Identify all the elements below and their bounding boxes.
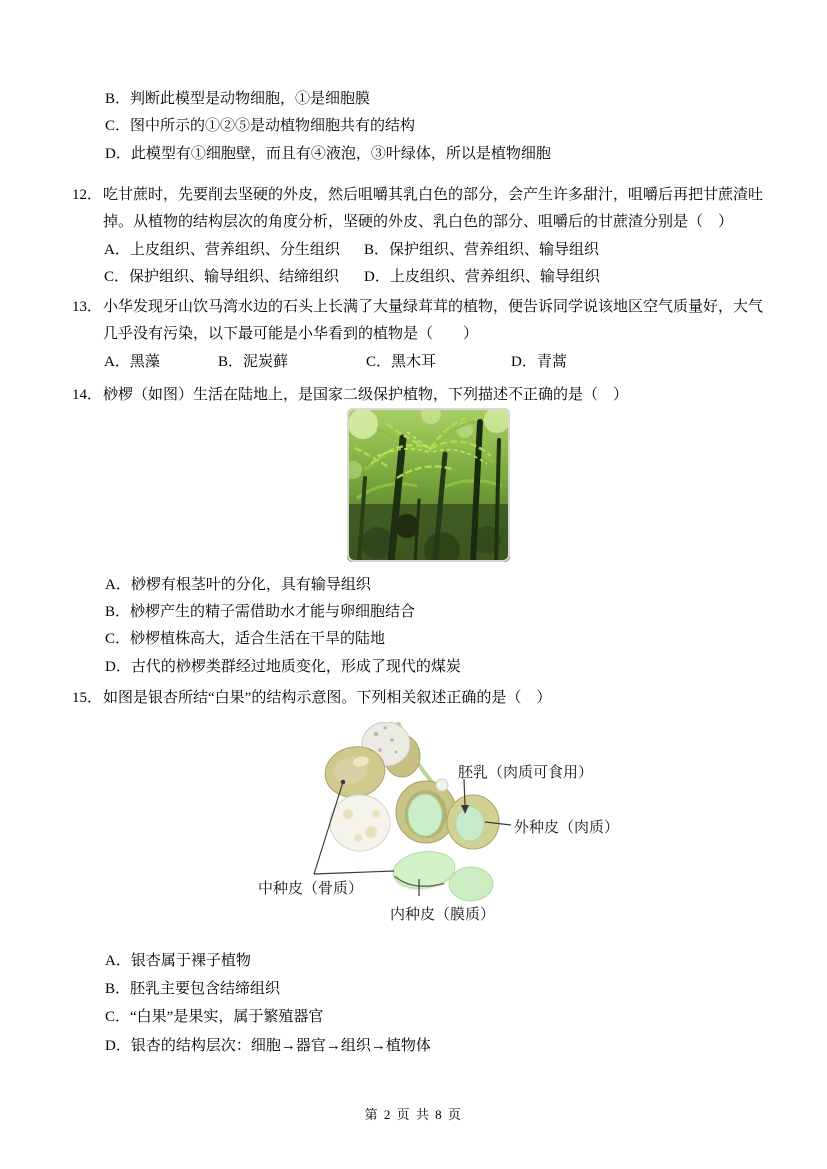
q11-option-b: B．判断此模型是动物细胞，①是细胞膜 [105,91,371,107]
q12-option-b: B．保护组织、营养组织、输导组织 [364,242,600,258]
q14-stem-line1: 桫椤（如图）生活在陆地上，是国家二级保护植物，下列描述不正确的是（ ） [103,387,629,403]
q12-stem-line1: 吃甘蔗时，先要削去坚硬的外皮，然后咀嚼其乳白色的部分，会产生许多甜汁，咀嚼后再把甘蔗渣吐 [103,187,764,203]
label-inner-coat: 内种皮（膜质） [390,907,496,923]
q11-option-d: D．此模型有①细胞壁，而且有④液泡，③叶绿体，所以是植物细胞 [105,146,551,162]
q15-number: 15． [72,690,103,706]
page-indicator: 第 2 页 共 8 页 [364,1107,463,1122]
q12-option-c: C．保护组织、输导组织、结缔组织 [104,269,340,285]
q13-option-a: A．黑藻 [104,354,160,370]
q15-option-c: C．“白果”是果实，属于繁殖器官 [105,1009,324,1025]
fruit-cut-right [447,795,499,849]
q14-number: 14． [72,387,103,403]
fruit-white-sphere [330,795,390,851]
q12-number: 12． [72,187,103,203]
q15-stem-line1: 如图是银杏所结“白果”的结构示意图。下列相关叙述正确的是（ ） [103,690,552,706]
q13-number: 13． [72,299,103,315]
q14-option-c: C．桫椤植株高大，适合生活在干旱的陆地 [105,631,386,647]
q15-option-a: A．银杏属于裸子植物 [105,953,251,969]
q13-stem-line2: 几乎没有污染，以下最可能是小华看到的植物是（ ） [103,326,479,342]
q14-option-a: A．桫椤有根茎叶的分化，具有输导组织 [105,577,371,593]
label-embryo: 胚乳（肉质可食用） [458,765,594,781]
q12-stem-line2: 掉。从植物的结构层次的角度分析，坚硬的外皮、乳白色的部分、咀嚼后的甘蔗渣分别是（ ） [103,214,734,230]
q12-option-d: D．上皮组织、营养组织、输导组织 [364,269,600,285]
q15-option-b: B．胚乳主要包含结缔组织 [105,981,281,997]
q14-option-d: D．古代的桫椤类群经过地质变化，形成了现代的煤炭 [105,659,461,675]
label-middle-coat: 中种皮（骨质） [258,881,364,897]
q13-option-b: B．泥炭藓 [218,354,289,370]
tree-fern-photo [347,408,510,562]
q13-option-c: C．黑木耳 [366,354,437,370]
q15-option-d: D．银杏的结构层次：细胞→器官→组织→植物体 [105,1038,431,1054]
q11-option-c: C．图中所示的①②⑤是动植物细胞共有的结构 [105,118,416,134]
q12-option-a: A．上皮组织、营养组织、分生组织 [104,242,340,258]
ginkgo-seed-diagram [230,722,650,937]
label-outer-coat: 外种皮（肉质） [514,820,620,836]
q14-option-b: B．桫椤产生的精子需借助水才能与卵细胞结合 [105,604,416,620]
q13-option-d: D．青蒿 [511,354,567,370]
seed-bottom-left [391,848,458,894]
seed-bottom-right [449,867,493,901]
q13-stem-line1: 小华发现牙山饮马湾水边的石头上长满了大量绿茸茸的植物，便告诉同学说该地区空气质量好，大气 [103,299,764,315]
fruit-cut-middle [396,781,456,843]
